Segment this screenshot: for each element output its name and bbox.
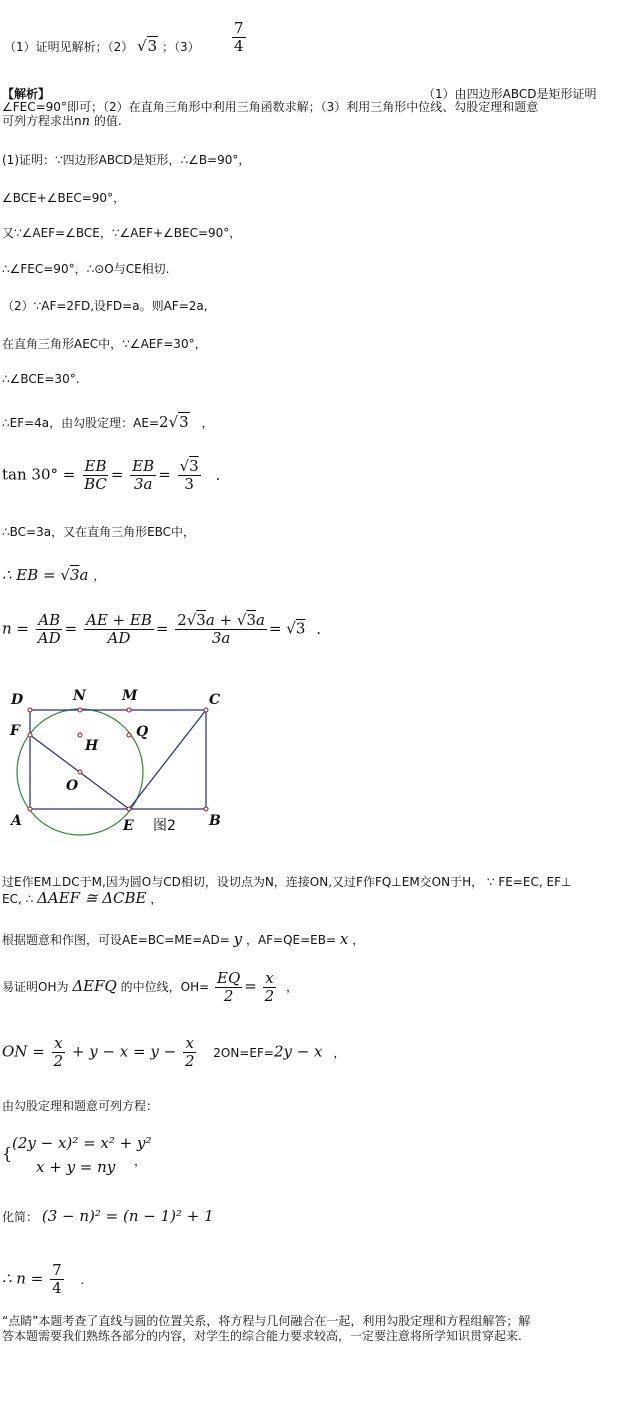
point-m [127,708,131,712]
tan-f1n: EB [84,457,107,475]
analysis-line3 [2,112,122,129]
n-rhs: 3 [295,619,306,638]
proof3-f1n: EQ [217,969,241,987]
proof3-y: y [233,930,243,948]
n-f3n-c: a + [205,611,233,629]
label-n: N [73,688,86,704]
point-e [127,807,131,811]
proof2-l4b: 2 [159,413,169,431]
label-f: F [10,723,20,739]
simplify-equation: (3 − n)² = (n − 1)² + 1 [41,1207,214,1225]
on-equation [2,1035,345,1070]
answer-sqrt3-rad: 3 [147,37,158,55]
n-f3n-a: 2 [177,611,187,629]
system-brace: { [2,1144,13,1163]
eb-equation: ∴ EB = √3a ， [2,566,106,584]
point-q [127,733,131,737]
n-f2d: AD [107,629,131,647]
n-f3d: 3a [211,629,231,647]
proof2-sqrt: √3 [168,413,189,431]
figure-caption: 图2 [153,818,176,834]
proof1-line3: 又∵∠AEF=∠BCE，∵∠AEF+∠BEC=90°， [2,226,242,240]
tan-f3n: 3 [189,457,199,475]
n-equation: n = $\frac{AB}{AD}$ = $\frac{AE + EB}{AD}$ = $\frac{2√3a + √3a}{3a}$ = √3 . [2,611,321,647]
proof3-x: x [339,930,349,948]
proof1-line1: (1)证明：∵四边形ABCD是矩形，∴∠B=90°， [2,153,251,167]
proof2-line4 [2,413,214,431]
proof2-l4a: ∴EF=4a，由勾股定理：AE= [2,416,160,430]
analysis-line2: ∠FEC=90°即可；（2）在直角三角形中利用三角函数求解；（3）利用三角形中位线、勾股定理和题意 [2,100,539,114]
proof3-f1d: 2 [223,987,234,1005]
proof3-l2e: ， [352,933,365,947]
proof2-l4d: ， [201,416,214,430]
analysis-line3b: 的值. [93,114,122,128]
result-end: . [80,1272,85,1287]
eq-intro: 由勾股定理和题意可列方程： [2,1099,159,1113]
on-fn: x [54,1034,63,1052]
proof3-f2d: 2 [264,987,275,1005]
proof2-line1: （2）∵AF=2FD,设FD=a。则AF=2a, [2,299,208,313]
answer-part2: ；（3） [162,40,200,54]
n-lhs: n = [2,619,29,638]
analysis-heading: 【解析】 [2,87,51,101]
proof3-l2c: ，AF=QE=EB= [245,933,337,947]
n-f2n: AE + EB [85,611,152,629]
n-f1d: AD [37,629,61,647]
proof2-sqrt-rad: 3 [179,413,189,431]
result-den: 4 [52,1279,62,1297]
on-rhs: 2y − x [273,1042,323,1061]
tan-end: . [215,465,221,484]
on-mid: + y − x = y − [71,1042,177,1061]
system-end: ， [134,1154,147,1168]
tan-f3d: 3 [184,475,194,493]
on-f2n: x [185,1034,194,1052]
n-end: . [316,619,321,638]
answer-sqrt3: √3 [137,37,158,55]
simplify-label: 化简： [2,1210,39,1224]
simplify-line [2,1207,214,1225]
label-e: E [123,818,134,834]
point-o [78,770,82,774]
proof1-line2: ∠BCE+∠BEC=90°， [2,191,126,205]
tan-f2n: EB [132,457,155,475]
n-f3n-e: a [256,611,265,629]
proof3-line1b [2,889,162,907]
on-f2d: 2 [184,1052,195,1070]
analysis-line1: （1）由四边形ABCD是矩形证明 [423,87,597,101]
n-f3n-d: 3 [246,611,256,629]
comment-line1: “点睛”本题考查了直线与圆的位置关系，将方程与几何融合在一起，利用勾股定理和方程组解答；解 [2,1314,531,1328]
eb-a: a [79,566,89,584]
answer-den: 4 [234,37,244,55]
proof3-f2n: x [265,969,274,987]
proof3-l2a: 根据题意和作图，可设AE=BC=ME=AD= [2,933,230,947]
geometry-figure [0,680,240,840]
result-lhs: ∴ n = [2,1269,44,1288]
system-eq2: x + y = ny [36,1158,116,1176]
answer-part1: （1）证明见解析；（2） [4,40,134,54]
point-f [28,733,32,737]
proof1-line4: ∴∠FEC=90°，∴⊙O与CE相切. [2,262,170,276]
result-equation [2,1262,84,1297]
proof3-l1b: EC, ∴ [2,892,34,906]
label-b: B [209,813,221,829]
on-2on: 2ON=EF= [213,1045,274,1060]
point-d [28,708,32,712]
n-f1n: AB [38,611,61,629]
label-c: C [209,692,221,708]
label-q: Q [136,724,149,740]
tan-lhs: tan 30° = [2,465,76,484]
proof3-line2 [2,930,364,948]
comment-line2: 答本题需要我们熟练各部分的内容，对学生的综合能力要求较高，一定要注意将所学知识贯穿起来. [2,1329,522,1343]
eb-rad: 3 [69,566,80,584]
point-c [204,708,208,712]
eb-end: ， [93,569,106,583]
analysis-line3a: 可列方程求出n [2,114,82,128]
answer-fraction [230,20,248,55]
result-num: 7 [52,1261,62,1279]
analysis-n: n [81,114,90,129]
answer-num: 7 [234,19,244,37]
tan-equation: tan 30° = $\frac{EB}{BC}$ = $\frac{EB}{3a}$ = $\frac{√3}{3}$ . [2,457,221,493]
answer-line [4,37,200,55]
proof2-line3: ∴∠BCE=30°. [2,372,80,386]
on-fd: 2 [53,1052,64,1070]
proof3-line3: 易证明OH为 ΔEFQ 的中位线，OH= $\frac{EQ}{2}$ = $\frac{x}{2}$ ， [2,969,299,1005]
eb-lhs: ∴ EB = [2,566,56,584]
rectangle-abcd [30,710,206,809]
n-f3n-b: 3 [196,611,206,629]
point-n [78,708,82,712]
point-h [78,733,82,737]
label-m: M [122,688,138,704]
tan-f1d: BC [84,475,107,493]
label-a: A [11,813,22,829]
proof3-line1: 过E作EM⊥DC于M,因为圆O与CD相切，设切点为N，连接ON,又过F作FQ⊥EM交ON于H， ∵ FE=EC, EF⊥ [2,875,572,889]
figure-points [28,708,208,811]
point-b [204,807,208,811]
proof3-l3c: 的中位线，OH= [120,980,210,994]
on-end: ， [333,1045,346,1060]
on-lhs: ON = [2,1042,45,1061]
tan-f2d: 3a [133,475,153,493]
label-h: H [85,738,99,754]
proof3-tri: ΔEFQ [72,977,117,995]
label-o: O [66,778,79,794]
proof3-congruence: ΔAEF ≅ ΔCBE [37,889,147,907]
proof3-l3end: ， [286,980,299,994]
label-d: D [11,692,24,708]
point-a [28,807,32,811]
system-eq1: (2y − x)² = x² + y² [12,1134,152,1152]
proof2-line2: 在直角三角形AEC中，∵∠AEF=30°， [2,337,207,351]
proof3-l3a: 易证明OH为 [2,980,69,994]
proof3-l1d: ， [150,892,163,906]
proof2-line6: ∴BC=3a，又在直角三角形EBC中， [2,525,196,539]
